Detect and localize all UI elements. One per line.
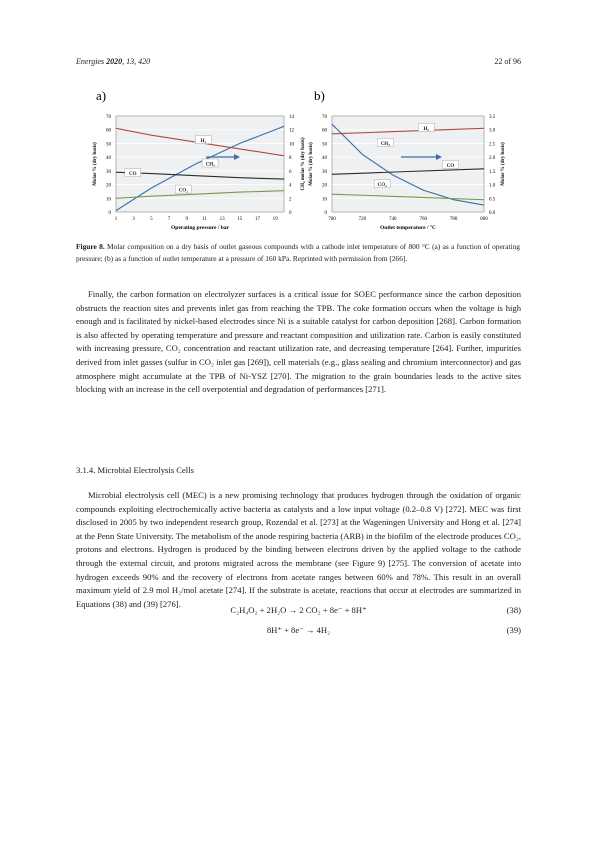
y-left-tick-label: 20 xyxy=(106,183,111,189)
y-left-tick-label: 60 xyxy=(106,128,111,134)
y-left-tick-label: 20 xyxy=(322,183,327,189)
equation-39-formula: 8H⁺ + 8e⁻ → 4H₂ xyxy=(266,625,331,635)
plot-area-1 xyxy=(116,116,284,212)
x-tick-label: 19 xyxy=(272,217,278,222)
series-annotation: CH₄ xyxy=(380,141,390,147)
y-left-tick-label: 40 xyxy=(106,156,111,162)
figure-8 xyxy=(64,88,514,236)
caption-label: Figure 8. xyxy=(76,242,105,251)
equation-39 xyxy=(76,625,521,639)
x-tick-label: 780 xyxy=(449,217,458,222)
figure-8-charts xyxy=(64,88,514,236)
y-left-tick-label: 10 xyxy=(106,197,111,203)
y-right-tick-label: 1.5 xyxy=(489,169,496,175)
x-tick-label: 3 xyxy=(132,217,135,222)
y-left-tick-label: 0 xyxy=(108,211,111,216)
equation-38-number: (38) xyxy=(506,605,521,615)
paragraph-2-text: Microbial electrolysis cell (MEC) is a new promising technology that produces hydrogen through the oxidation of organic compounds exploiting electrochemically active bacteria as catalysts and a low input voltage (0.2–0.8 V) [272]. MEC was first disclosed in 2005 by two independent research group, Rozendal et al. [273] at the Wageningen University and Hong et al. [274] at the Penn State University. The metabolism of the anode respiring bacteria (ARB) in the biofilm of the electrode produces CO₂, protons and electrons. Hydrogen is produced by the binding between electrons driven by the applied voltage to the cathode through the external circuit, and protons migrated across the membrane (see Figure 9) [275]. The conversion of acetate into hydrogen exceeds 90% and the recovery of electrons from acetate ranges between 60% and 78%. This result in an overall maximum yield of 2.9 mol H₂/mol acetate [274]. If the substrate is acetate, reactions that occur at electrodes are summarized in Equations (38) and (39) [276]. xyxy=(76,490,521,609)
y-right-tick-label: 0.0 xyxy=(489,211,496,216)
x-tick-label: 700 xyxy=(328,217,336,222)
y-right-tick-label: 6 xyxy=(289,169,292,175)
figure-caption xyxy=(76,241,520,264)
caption-text: Molar composition on a dry basis of outlet gaseous compounds with a cathode inlet temperature of 800 °C (a) as a function of operating pressure; (b) as a function of outlet temperature at a pressure of 160 kPa. Reprinted with permission from [266]. xyxy=(76,242,520,263)
running-header-journal: Energies 2020, 13, 420 xyxy=(76,57,151,66)
panel-label: a) xyxy=(96,88,107,103)
paragraph-carbon-formation xyxy=(76,288,521,397)
y-right-tick-label: 10 xyxy=(289,142,294,148)
y-left-tick-label: 60 xyxy=(322,128,327,134)
series-annotation: CH₄ xyxy=(205,162,215,168)
x-tick-label: 1 xyxy=(114,217,118,222)
equation-38-formula: C₂H₄O₂ + 2H₂O → 2 CO₂ + 8e⁻ + 8H⁺ xyxy=(230,605,367,615)
x-tick-label: 15 xyxy=(237,217,243,222)
y-right-tick-label: 2.0 xyxy=(489,156,496,162)
y-left-tick-label: 50 xyxy=(106,142,111,148)
series-annotation: CO xyxy=(446,163,455,169)
plot-area-2 xyxy=(332,116,484,212)
x-tick-label: 5 xyxy=(150,217,153,222)
y-left-axis-title: Molar % (dry basis) xyxy=(93,142,98,186)
y-right-tick-label: 14 xyxy=(289,115,294,120)
y-left-tick-label: 30 xyxy=(322,169,327,175)
x-tick-label: 17 xyxy=(254,217,260,222)
y-right-tick-label: 2 xyxy=(289,197,292,203)
panel-label: b) xyxy=(314,88,325,103)
y-right-axis-title: Molar % (dry basis) xyxy=(501,142,506,186)
section-heading: 3.1.4. Microbial Electrolysis Cells xyxy=(76,465,194,475)
y-right-tick-label: 0.5 xyxy=(489,197,496,203)
y-right-tick-label: 12 xyxy=(289,128,294,134)
y-left-tick-label: 40 xyxy=(322,156,327,162)
y-right-tick-label: 3.0 xyxy=(489,128,496,134)
x-axis-title: Operating pressure / bar xyxy=(170,225,230,231)
paragraph-mec xyxy=(76,489,521,611)
y-right-tick-label: 8 xyxy=(289,156,292,162)
series-annotation: CO₂ xyxy=(377,183,387,189)
y-left-tick-label: 10 xyxy=(322,197,327,203)
x-tick-label: 720 xyxy=(358,217,367,222)
x-axis-title: Outlet temperature / °C xyxy=(379,225,437,231)
series-annotation: CO₂ xyxy=(178,188,188,194)
equation-38 xyxy=(76,605,521,619)
y-left-axis-title: Molar % (dry basis) xyxy=(309,142,314,186)
series-annotation: H₂ xyxy=(423,126,429,132)
series-annotation: CO xyxy=(129,172,137,178)
y-right-tick-label: 2.5 xyxy=(489,142,496,148)
y-left-tick-label: 70 xyxy=(106,115,111,120)
x-tick-label: 9 xyxy=(185,217,188,222)
x-tick-label: 13 xyxy=(219,217,225,222)
x-tick-label: 11 xyxy=(202,217,207,222)
x-tick-label: 800 xyxy=(480,217,488,222)
y-right-axis-title: CH₄ molar % (dry basis) xyxy=(301,137,306,191)
x-tick-label: 760 xyxy=(419,217,427,222)
y-right-tick-label: 0 xyxy=(289,211,292,216)
y-left-tick-label: 30 xyxy=(106,169,111,175)
y-right-tick-label: 3.5 xyxy=(489,115,496,120)
y-right-tick-label: 1.0 xyxy=(489,183,496,189)
paragraph-1-text: Finally, the carbon formation on electrolyzer surfaces is a critical issue for SOEC performance since the carbon deposition obstructs the reaction sites and prevents inlet gas from reaching the TPB. The coke formation occurs when the voltage is high enough and is facilitated by nickel-based electrodes since Ni is a suitable catalyst for carbon deposition [268]. Carbon formation is also affected by operating temperature and pressure and reactant composition and utilization rate. Carbon is easily constituted with increasing pressure, CO₂ concentration and reactant utilization rate, and decreasing temperature [264]. Further, impurities derived from inlet gasses (sulfur in CO₂ inlet gas [269]), cell materials (e.g., glass sealing and chromium interconnector) and gas atmosphere might accumulate at the TPB of Ni-YSZ [270]. The migration to the grain boundaries leads to the active sites blocking with an increase in the cell overpotential and degradation of performances [271]. xyxy=(76,289,521,395)
series-annotation: H₂ xyxy=(200,139,207,145)
y-left-tick-label: 70 xyxy=(322,115,327,120)
equation-39-number: (39) xyxy=(506,625,521,635)
x-tick-label: 740 xyxy=(389,217,397,222)
page-number: 22 of 96 xyxy=(494,57,521,66)
y-left-tick-label: 50 xyxy=(322,142,327,148)
y-left-tick-label: 0 xyxy=(324,211,327,216)
y-right-tick-label: 4 xyxy=(289,183,292,189)
x-tick-label: 7 xyxy=(167,217,171,222)
